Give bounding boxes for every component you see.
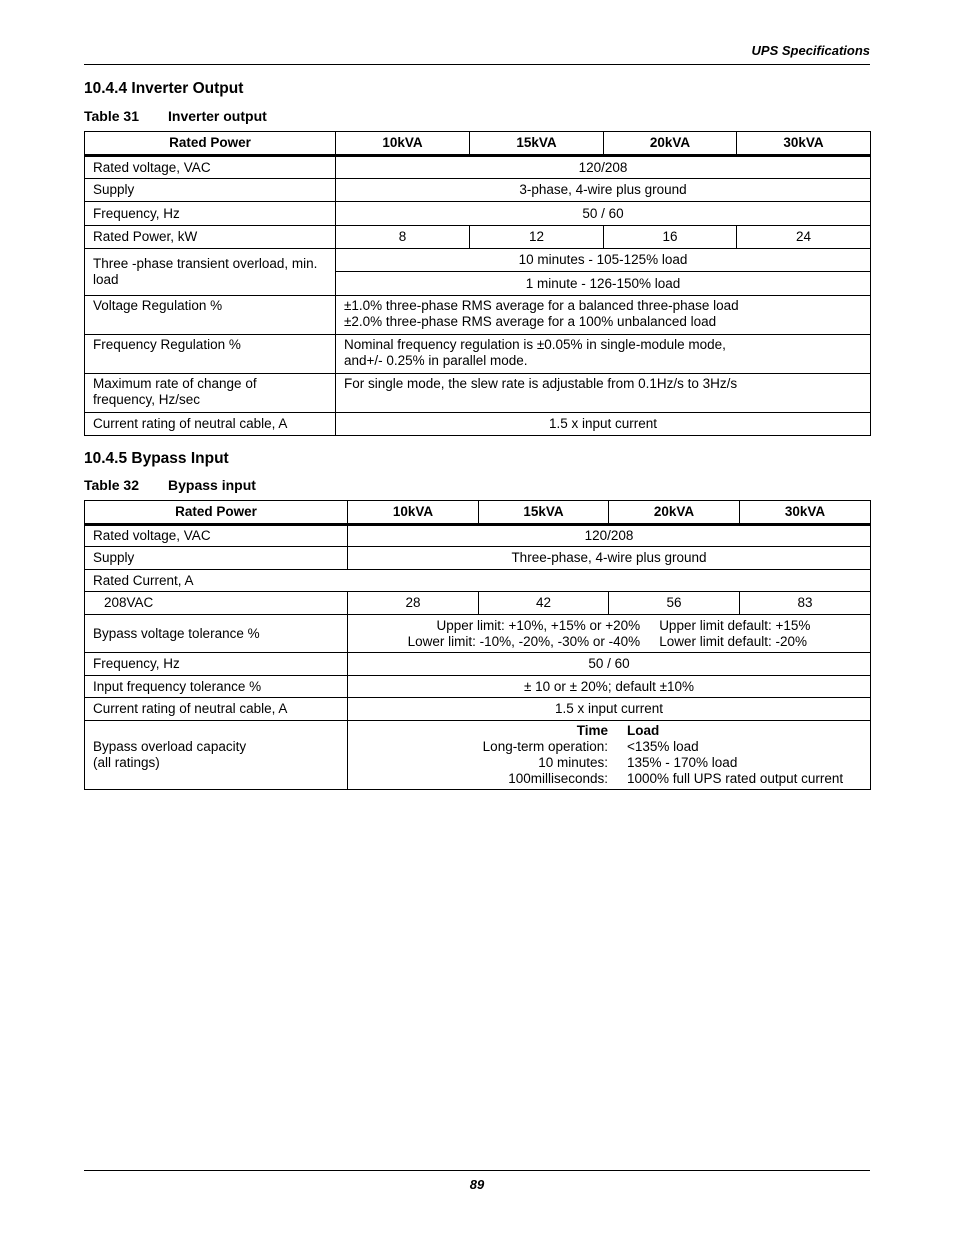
time-value: Long-term operation: (482, 739, 608, 754)
row-label: Supply (85, 179, 336, 202)
table-31-caption (84, 108, 267, 124)
table-32-caption (84, 477, 256, 493)
row-value: 83 (740, 592, 871, 615)
text-line: Lower limit: -10%, -20%, -30% or -40% (407, 633, 641, 649)
time-header: Time (576, 723, 608, 738)
column-header: 15kVA (470, 132, 604, 156)
table-row (85, 615, 871, 653)
table-row (85, 413, 871, 436)
row-label (85, 374, 336, 413)
text-line: Nominal frequency regulation is ±0.05% in single-module mode, (344, 337, 726, 352)
table-row (85, 335, 871, 374)
table-inverter-output (84, 131, 871, 436)
row-label: Three -phase transient overload, min. load (85, 249, 336, 296)
row-value: 42 (479, 592, 609, 615)
overload-load-column (627, 723, 843, 787)
row-value: 1.5 x input current (348, 698, 871, 721)
table-row (85, 249, 871, 272)
row-label: Frequency, Hz (85, 202, 336, 226)
text-line: frequency, Hz/sec (93, 392, 201, 407)
page-number: 89 (469, 1177, 485, 1192)
overload-time-column (356, 723, 627, 787)
text-line: Maximum rate of change of (93, 376, 257, 391)
row-value: 50 / 60 (336, 202, 871, 226)
table-31-number: Table 31 (84, 108, 139, 124)
row-value (348, 721, 871, 790)
load-header: Load (627, 723, 660, 738)
row-value: For single mode, the slew rate is adjustable from 0.1Hz/s to 3Hz/s (336, 374, 871, 413)
row-value: 56 (609, 592, 740, 615)
section-heading-inverter-output: 10.4.4 Inverter Output (84, 80, 244, 97)
text-line: Upper limit default: +15% (659, 617, 811, 633)
table-row (85, 179, 871, 202)
table-32-title: Bypass input (168, 477, 256, 493)
overload-table (356, 723, 862, 787)
text-line: ±1.0% three-phase RMS average for a balanced three-phase load (344, 298, 739, 313)
row-value: 12 (470, 226, 604, 249)
row-value (336, 335, 871, 374)
load-value: 135% - 170% load (627, 755, 738, 770)
header-rule (84, 64, 870, 65)
row-label: Current rating of neutral cable, A (85, 698, 348, 721)
row-value (348, 615, 871, 653)
table-row (85, 202, 871, 226)
table-row (85, 226, 871, 249)
row-label: Bypass voltage tolerance % (85, 615, 348, 653)
row-label: Rated Current, A (85, 570, 871, 592)
table-row (85, 570, 871, 592)
row-label: Current rating of neutral cable, A (85, 413, 336, 436)
table-header-row (85, 501, 871, 525)
time-value: 10 minutes: (538, 755, 608, 770)
table-row (85, 156, 871, 179)
section-heading-bypass-input: 10.4.5 Bypass Input (84, 450, 229, 467)
column-header: 15kVA (479, 501, 609, 525)
row-label: Rated Power, kW (85, 226, 336, 249)
table-header-row (85, 132, 871, 156)
table-31-title: Inverter output (168, 108, 267, 124)
table-row (85, 547, 871, 570)
row-label (85, 721, 348, 790)
column-header: 20kVA (609, 501, 740, 525)
load-value: <135% load (627, 739, 699, 754)
table-row (85, 525, 871, 547)
row-value: 50 / 60 (348, 653, 871, 676)
row-label: Rated voltage, VAC (85, 156, 336, 179)
text-line: Bypass overload capacity (93, 739, 247, 754)
row-value: 3-phase, 4-wire plus ground (336, 179, 871, 202)
text-line: Lower limit default: -20% (659, 633, 808, 649)
tolerance-limits (408, 618, 660, 650)
row-value: 120/208 (348, 525, 871, 547)
table-row (85, 374, 871, 413)
row-label: Rated voltage, VAC (85, 525, 348, 547)
row-label: Supply (85, 547, 348, 570)
row-value: ± 10 or ± 20%; default ±10% (348, 676, 871, 698)
row-value: 1.5 x input current (336, 413, 871, 436)
table-row (85, 653, 871, 676)
text-line: and+/- 0.25% in parallel mode. (344, 353, 528, 368)
row-label: Input frequency tolerance % (85, 676, 348, 698)
row-value: 1 minute - 126-150% load (336, 272, 871, 296)
load-value: 1000% full UPS rated output current (627, 771, 844, 786)
table-bypass-input (84, 500, 871, 790)
row-value: 24 (737, 226, 871, 249)
column-header: 10kVA (336, 132, 470, 156)
table-32-number: Table 32 (84, 477, 139, 493)
table-row (85, 698, 871, 721)
row-label: Voltage Regulation % (85, 296, 336, 335)
running-header: UPS Specifications (751, 43, 870, 58)
column-header: 10kVA (348, 501, 479, 525)
row-value: 120/208 (336, 156, 871, 179)
column-header: 30kVA (740, 501, 871, 525)
row-label: Frequency Regulation % (85, 335, 336, 374)
row-label: Frequency, Hz (85, 653, 348, 676)
row-value: 28 (348, 592, 479, 615)
footer-rule (84, 1170, 870, 1171)
column-header: Rated Power (85, 501, 348, 525)
table-row (85, 721, 871, 790)
column-header: 20kVA (604, 132, 737, 156)
column-header: Rated Power (85, 132, 336, 156)
table-row (85, 676, 871, 698)
row-value: Three-phase, 4-wire plus ground (348, 547, 871, 570)
tolerance-defaults (659, 618, 810, 650)
row-value: 8 (336, 226, 470, 249)
table-row (85, 296, 871, 335)
time-value: 100milliseconds: (508, 771, 608, 786)
row-value: 16 (604, 226, 737, 249)
row-value: 10 minutes - 105-125% load (336, 249, 871, 272)
tolerance-block (356, 618, 862, 650)
row-label: 208VAC (85, 592, 348, 615)
column-header: 30kVA (737, 132, 871, 156)
text-line: Upper limit: +10%, +15% or +20% (436, 617, 641, 633)
text-line: ±2.0% three-phase RMS average for a 100% unbalanced load (344, 314, 717, 329)
table-row (85, 592, 871, 615)
text-line: (all ratings) (93, 755, 160, 770)
row-value (336, 296, 871, 335)
